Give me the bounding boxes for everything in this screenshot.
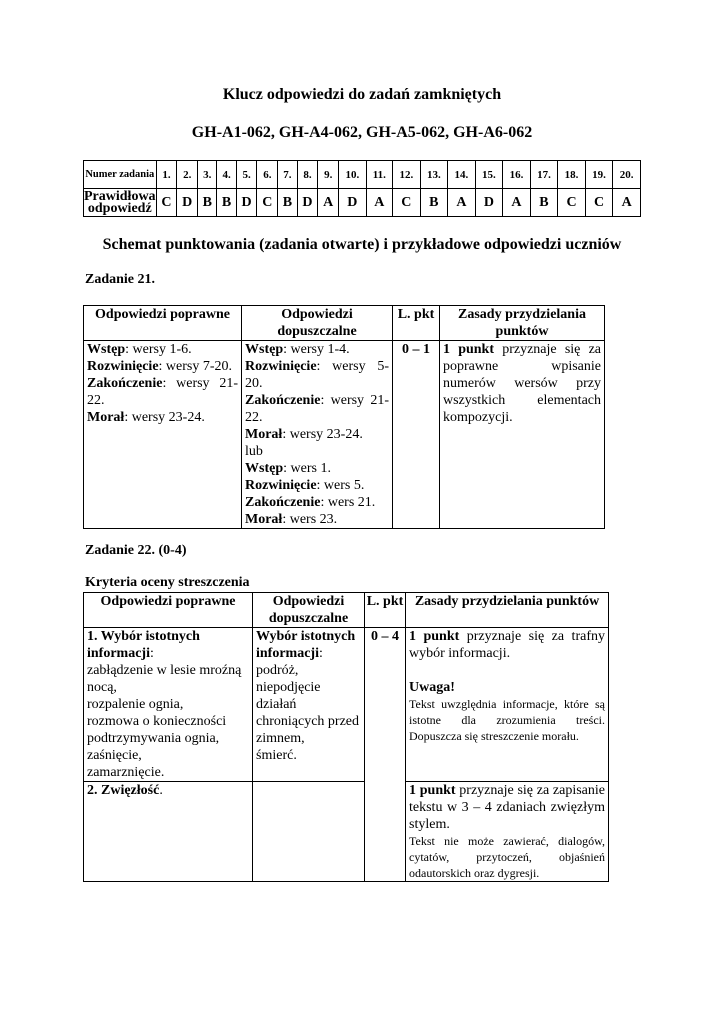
row2-rule-note: Tekst nie może zawierać, dialogów, cytatów, przytoczeń, objaśnień odautorskich oraz dygresji. — [409, 834, 605, 880]
task-number: 8. — [297, 161, 318, 189]
task22-header-row — [84, 593, 609, 628]
correct-answer: A — [503, 189, 531, 217]
line: Morał: wers 23. — [245, 512, 338, 527]
line: Rozwinięcie: wers 5. — [245, 478, 365, 493]
correct-answer: B — [278, 189, 297, 217]
line: Rozwinięcie: wersy 5-20. — [245, 359, 389, 391]
task22-row2-acceptable — [253, 782, 365, 882]
task21-table — [83, 305, 605, 529]
task-number: 4. — [217, 161, 236, 189]
line: zaśnięcie, — [87, 748, 142, 763]
task-number: 14. — [448, 161, 476, 189]
line: Rozwinięcie: wersy 7-20. — [87, 359, 233, 374]
col-header-correct: Odpowiedzi poprawne — [84, 306, 242, 341]
correct-answer: C — [393, 189, 421, 217]
correct-answer: C — [257, 189, 278, 217]
col-header-correct: Odpowiedzi poprawne — [84, 593, 253, 628]
task-number: 15. — [475, 161, 503, 189]
task-number: 11. — [366, 161, 392, 189]
line: 1 punkt przyznaje się za zapisanie tekstu w 3 – 4 zdaniach zwięzłym stylem. — [409, 783, 605, 832]
task21-header-row — [84, 306, 605, 341]
task-number: 5. — [236, 161, 257, 189]
col-header-points: L. pkt — [365, 593, 406, 628]
task22-row2-rules — [406, 782, 609, 882]
correct-answer: C — [558, 189, 586, 217]
line: zamarznięcie. — [87, 765, 165, 780]
line: Wstęp: wersy 1-4. — [245, 342, 350, 357]
line: Zakończenie: wers 21. — [245, 495, 376, 510]
task22-row1-acceptable — [253, 628, 365, 782]
test-codes: GH-A1-062, GH-A4-062, GH-A5-062, GH-A6-062 — [191, 124, 533, 141]
correct-answer: A — [613, 189, 641, 217]
correct-answer: A — [318, 189, 339, 217]
task-number: 9. — [318, 161, 339, 189]
task21-points: 0 – 1 — [393, 341, 440, 529]
task22-row1-correct — [84, 628, 253, 782]
line: lub — [245, 444, 263, 459]
line: Wstęp: wers 1. — [245, 461, 331, 476]
scoring-scheme-title: Schemat punktowania (zadania otwarte) i przykładowe odpowiedzi uczniów — [102, 236, 622, 253]
task22-table — [83, 592, 609, 882]
line: 1. Wybór istotnych informacji: — [87, 629, 200, 661]
uwaga-label: Uwaga! — [409, 680, 455, 695]
task-number: 18. — [558, 161, 586, 189]
task-number: 17. — [530, 161, 558, 189]
line: Zakończenie: wersy 21-22. — [87, 376, 238, 408]
task-number: 7. — [278, 161, 297, 189]
task-number: 6. — [257, 161, 278, 189]
correct-answer: B — [198, 189, 217, 217]
task22-points: 0 – 4 — [365, 628, 406, 882]
line: Wybór istotnych informacji: — [256, 629, 356, 661]
page-title: Klucz odpowiedzi do zadań zamkniętych — [222, 86, 502, 103]
answer-key-numbers-row — [84, 161, 641, 189]
line: rozpalenie ognia, — [87, 697, 184, 712]
uwaga-text: Tekst uwzględnia informacje, które są istotne dla zrozumienia treści. Dopuszcza się streszczenie morału. — [409, 697, 605, 743]
correct-answer: A — [366, 189, 392, 217]
task-number: 16. — [503, 161, 531, 189]
row-label-number: Numer zadania — [84, 161, 157, 189]
answer-key-answers-row — [84, 189, 641, 217]
line: śmierć. — [256, 748, 297, 763]
line: rozmowa o konieczności podtrzymywania ognia, — [87, 714, 227, 746]
line: niepodjęcie działań chroniących przed zimnem, — [256, 680, 359, 746]
line: Wstęp: wersy 1-6. — [87, 342, 192, 357]
correct-answer: B — [420, 189, 448, 217]
task21-answer-row — [84, 341, 605, 529]
col-header-rules: Zasady przydzielania punktów — [440, 306, 605, 341]
line: Morał: wersy 23-24. — [245, 427, 363, 442]
task22-row2-correct: 2. Zwięzłość. — [84, 782, 253, 882]
correct-answer: D — [236, 189, 257, 217]
row-label-answer: Prawidłowa odpowiedź — [84, 188, 156, 216]
col-header-acceptable: Odpowiedzi dopuszczalne — [253, 593, 365, 628]
line: Zakończenie: wersy 21-22. — [245, 393, 389, 425]
task-number: 13. — [420, 161, 448, 189]
col-header-acceptable: Odpowiedzi dopuszczalne — [242, 306, 393, 341]
correct-answer: B — [217, 189, 236, 217]
task-number: 2. — [177, 161, 198, 189]
task-number: 19. — [585, 161, 613, 189]
task22-row-conciseness — [84, 782, 609, 882]
task-number: 10. — [339, 161, 367, 189]
correct-answer: D — [177, 189, 198, 217]
col-header-points: L. pkt — [393, 306, 440, 341]
line: zabłądzenie w lesie mroźną nocą, — [87, 663, 242, 695]
task22-row1-rules — [406, 628, 609, 782]
task22-heading: Zadanie 22. (0-4) — [85, 543, 187, 558]
correct-answer: D — [297, 189, 318, 217]
line: 1 punkt przyznaje się za trafny wybór informacji. — [409, 629, 605, 661]
line: podróż, — [256, 663, 299, 678]
task-number: 12. — [393, 161, 421, 189]
col-header-rules: Zasady przydzielania punktów — [406, 593, 609, 628]
task-number: 20. — [613, 161, 641, 189]
line: Morał: wersy 23-24. — [87, 410, 205, 425]
task-number: 3. — [198, 161, 217, 189]
correct-answer: A — [448, 189, 476, 217]
correct-answer: B — [530, 189, 558, 217]
task22-row-selection — [84, 628, 609, 782]
task22-criteria-heading: Kryteria oceny streszczenia — [85, 575, 250, 590]
task21-correct-cell — [84, 341, 242, 529]
correct-answer: D — [339, 189, 367, 217]
correct-answer: D — [475, 189, 503, 217]
task21-rules-cell: 1 punkt przyznaje się za poprawne wpisanie numerów wersów przy wszystkich elementach kompozycji. — [440, 341, 605, 529]
task21-acceptable-cell — [242, 341, 393, 529]
correct-answer: C — [585, 189, 613, 217]
task21-heading: Zadanie 21. — [85, 272, 156, 287]
task-number: 1. — [156, 161, 177, 189]
correct-answer: C — [156, 189, 177, 217]
answer-key-table — [83, 160, 641, 217]
